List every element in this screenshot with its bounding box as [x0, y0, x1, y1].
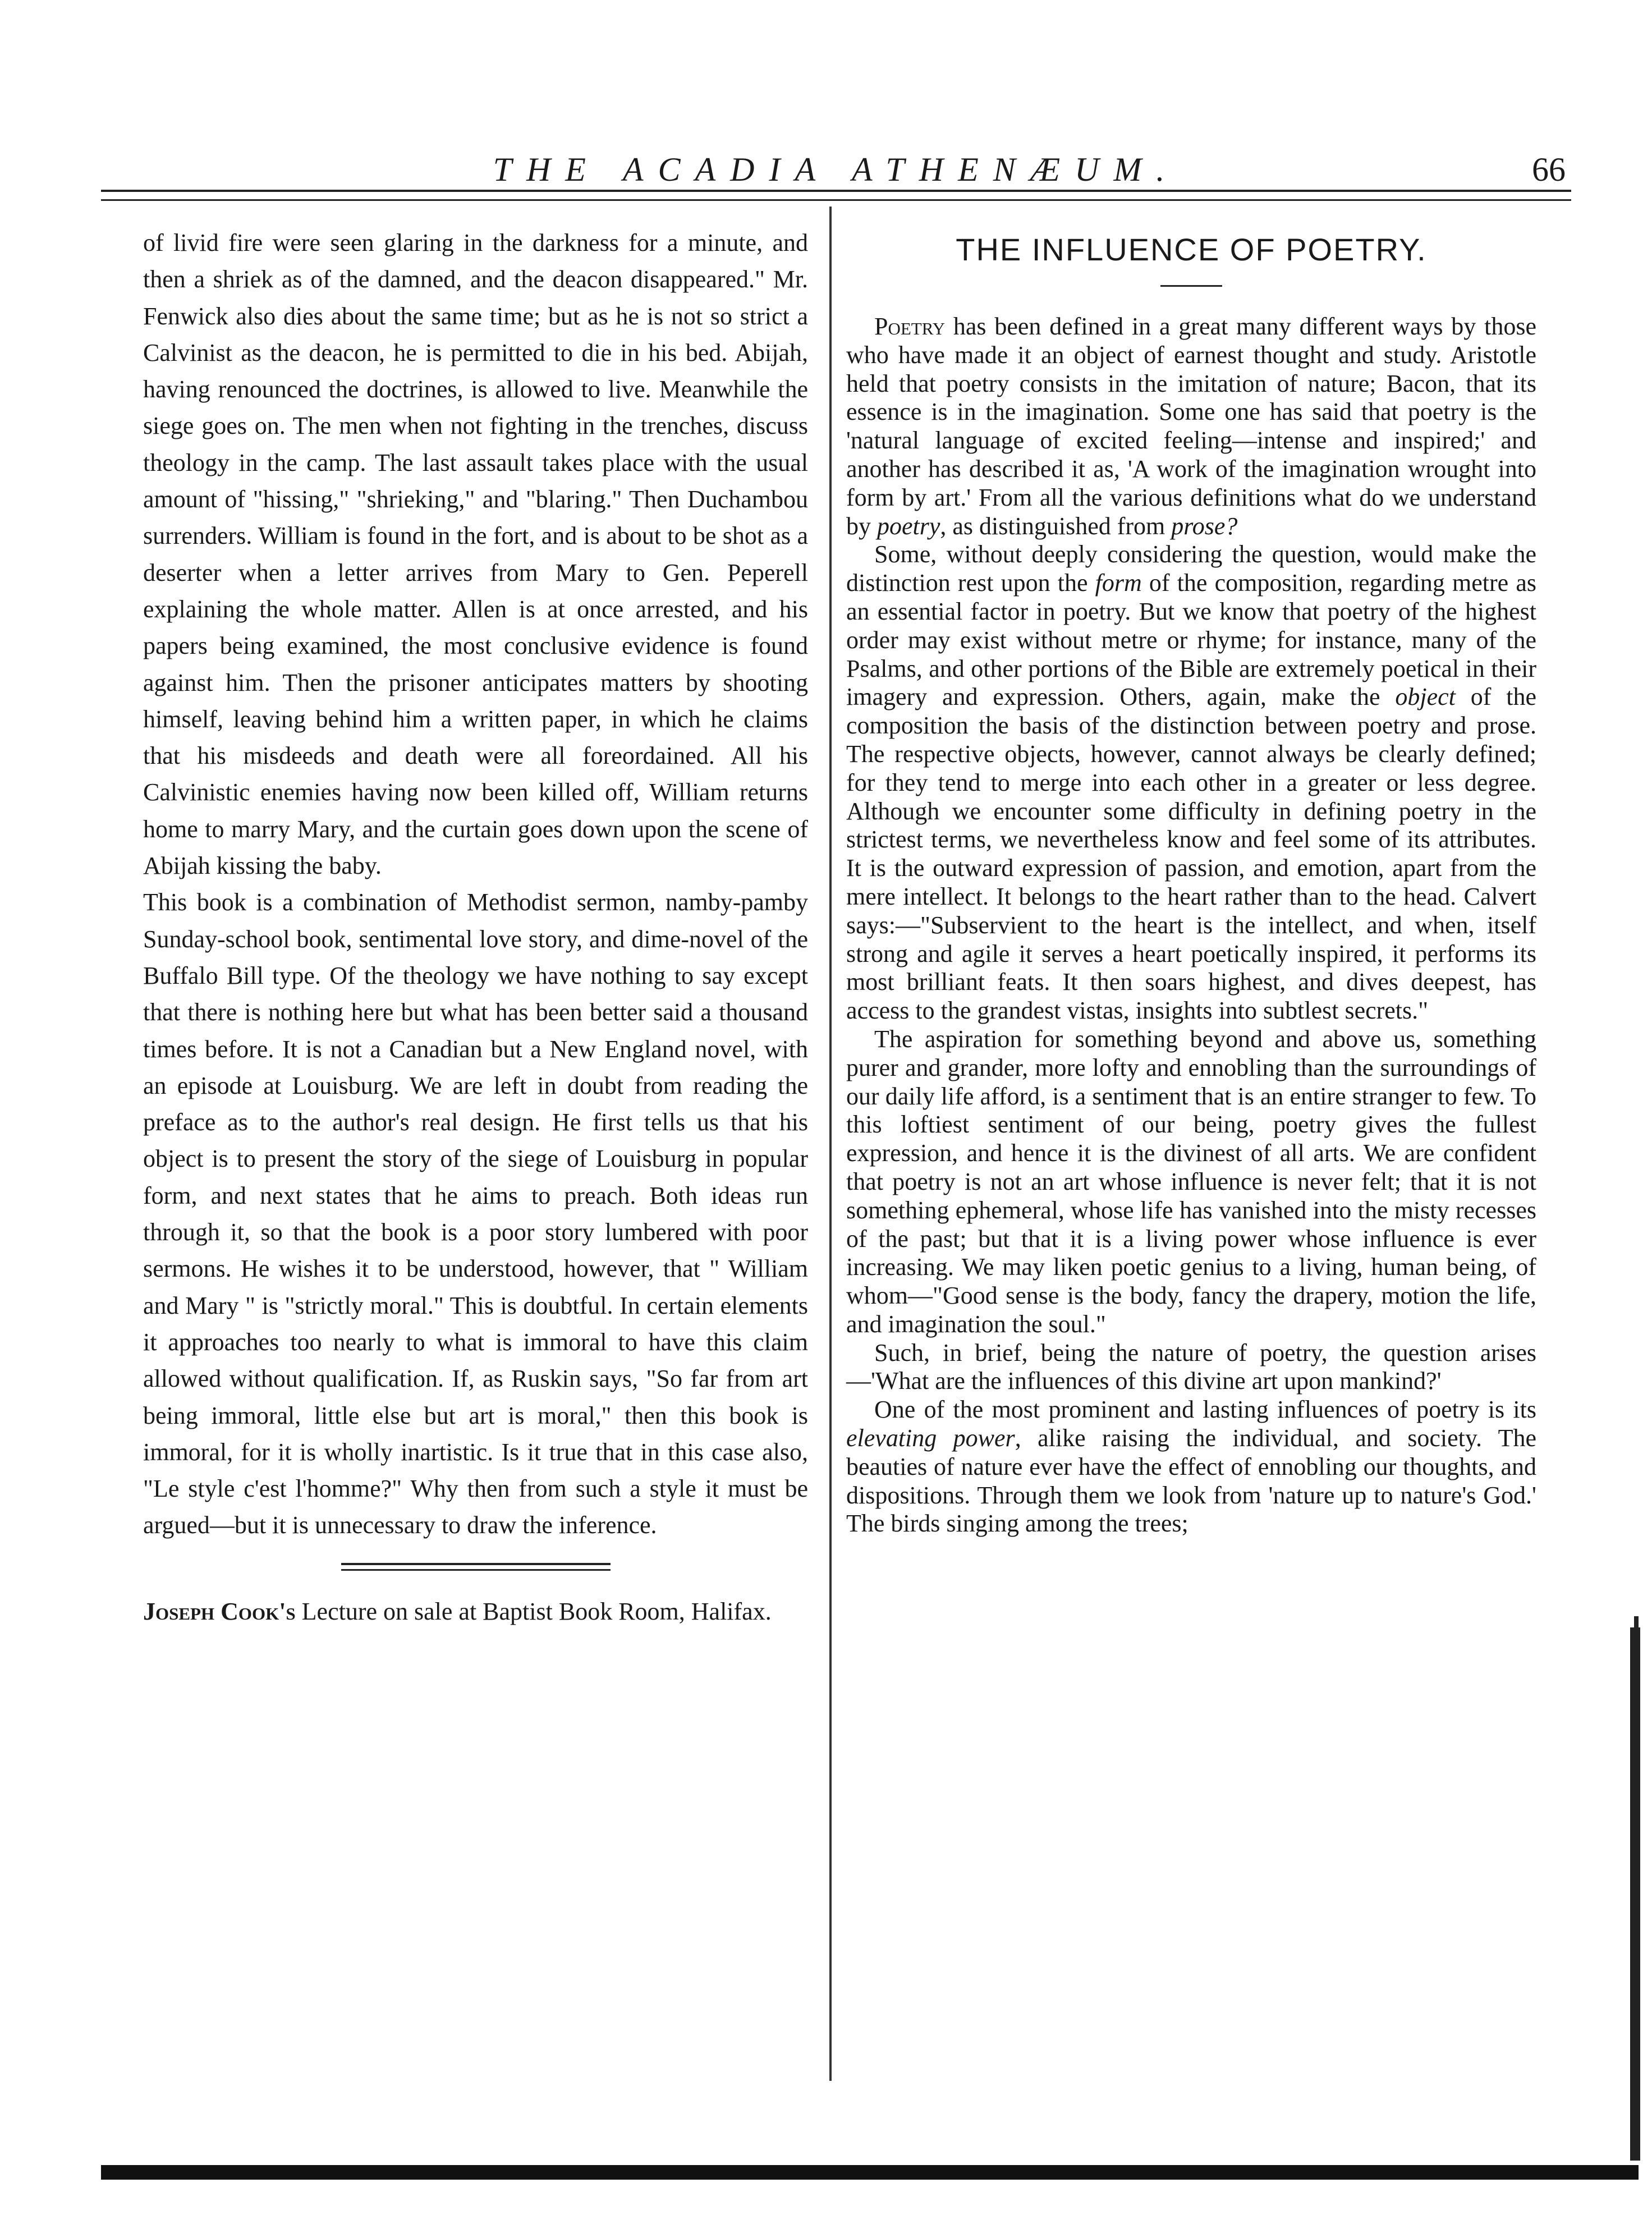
review-paragraph-1: of livid fire were seen glaring in the darkness for a minute, and then a shriek as of the damned, and the deacon disappeared." Mr. Fenwick also dies about the same time; but as he is not so strict a Calvinist as the deacon, he is permitted to die in his bed. Abijah, having renounced the doctrines, is allowed to live. Meanwhile the siege goes on. The men when not fighting in the trenches, discuss theology in the camp. The last assault takes place with the usual amount of "hissing," "shrieking," and "blaring." Then Duchambou surrenders. William is found in the fort, and is about to be shot as a deserter when a letter arrives from Mary to Gen. Peperell explaining the whole matter. Allen is at once arrested, and his papers being examined, the most conclusive evidence is found against him. Then the prisoner anticipates matters by shooting himself, leaving behind him a written paper, in which he claims that his misdeeds and death were all foreordained. All his Calvinistic enemies having now been killed off, William returns home to marry Mary, and the curtain goes down upon the scene of Abijah kissing the baby.: [143, 229, 808, 880]
first-word: Poetry: [874, 313, 946, 340]
article-paragraph-1: Poetry has been defined in a great many different ways by those who have made it an object of earnest thought and study. Aristotle held that poetry consists in the imitation of nature; Bacon, that its essence is in the imagination. Some one has said that poetry is the 'natural language of excited feeling—intense and inspired;' and another has described it as, 'A work of the imagination wrought into form by art.' From all the various definitions what do we understand by poetry, as distinguished from prose?: [846, 313, 1536, 540]
page-header: [101, 147, 1571, 192]
article-paragraph-4: Such, in brief, being the nature of poetry, the question arises—'What are the influences of this divine art upon mankind?': [846, 1338, 1536, 1395]
column-divider: [829, 207, 832, 2081]
review-paragraph-2: This book is a combination of Methodist sermon, namby-pamby Sunday-school book, sentimental love story, and dime-novel of the Buffalo Bill type. Of the theology we have nothing to say except that there is nothing here but what has been better said a thousand times before. It is not a Canadian but a New England novel, with an episode at Louisburg. We are left in doubt from reading the preface as to the author's real design. He first tells us that his object is to present the story of the siege of Louisburg in popular form, and next states that he aims to preach. Both ideas run through it, so that the book is a poor story lumbered with poor sermons. He wishes it to be understood, however, that " William and Mary " is "strictly moral." This is doubtful. In certain elements it approaches too nearly to what is immoral to have this claim allowed without qualification. If, as Ruskin says, "So far from art being immoral, little else but art is moral," then this book is immoral, for it is wholly inartistic. Is it true that in this case also, "Le style c'est l'homme?" Why then from such a style it must be argued—but it is unnecessary to draw the inference.: [143, 888, 808, 1539]
title-rule: [1160, 285, 1222, 287]
right-column: [846, 224, 1536, 1538]
header-rule: [101, 190, 1571, 201]
running-title: THE ACADIA ATHENÆUM.: [493, 151, 1180, 188]
notice-text: Lecture on sale at Baptist Book Room, Halifax.: [295, 1597, 772, 1625]
section-separator-rule: [341, 1563, 611, 1571]
article-title: THE INFLUENCE OF POETRY.: [956, 232, 1427, 267]
left-column: [143, 224, 808, 1630]
bottom-edge-bar: [101, 2165, 1639, 2180]
notice-name: Joseph Cook's: [143, 1597, 296, 1625]
article-paragraph-3: The aspiration for something beyond and above us, something purer and grander, more lofty and ennobling than the surroundings of our daily life afford, is a sentiment that is an entire stranger to few. To this loftiest sentiment of our being, poetry gives the fullest expression, and hence it is the divinest of all arts. We are confident that poetry is not an art whose influence is never felt; that it is not something ephemeral, whose life has vanished into the misty recesses of the past; but that it is a living power whose influence is ever increasing. We may liken poetic genius to a living, human being, of whom—"Good sense is the body, fancy the drapery, motion the life, and imagination the soul.": [846, 1025, 1536, 1338]
right-edge-mark: [1634, 1616, 1639, 1655]
article-paragraph-5: One of the most prominent and lasting influences of poetry is its elevating power, alike raising the individual, and society. The beauties of nature ever have the effect of ennobling our thoughts, and dispositions. Through them we look from 'nature up to nature's God.' The birds singing among the trees;: [846, 1396, 1536, 1538]
lecture-notice: [143, 1593, 808, 1630]
right-edge-shadow: [1630, 1627, 1640, 2161]
article-paragraph-2: Some, without deeply considering the question, would make the distinction rest upon the form of the composition, regarding metre as an essential factor in poetry. But we know that poetry of the highest order may exist without metre or rhyme; for instance, many of the Psalms, and other portions of the Bible are extremely poetical in their imagery and expression. Others, again, make the object of the composition the basis of the distinction between poetry and prose. The respective objects, however, cannot always be clearly defined; for they tend to merge into each other in a greater or less degree. Although we encounter some difficulty in defining poetry in the strictest terms, we nevertheless know and feel some of its attributes. It is the outward expression of passion, and emotion, apart from the mere intellect. It belongs to the heart rather than to the head. Calvert says:—"Subservient to the heart is the intellect, and when, itself strong and agile it serves a heart poetically inspired, it performs its most brilliant feats. It then soars highest, and dives deepest, has access to the grandest vistas, insights into subtlest secrets.": [846, 540, 1536, 1025]
page-number: 66: [1532, 151, 1566, 188]
